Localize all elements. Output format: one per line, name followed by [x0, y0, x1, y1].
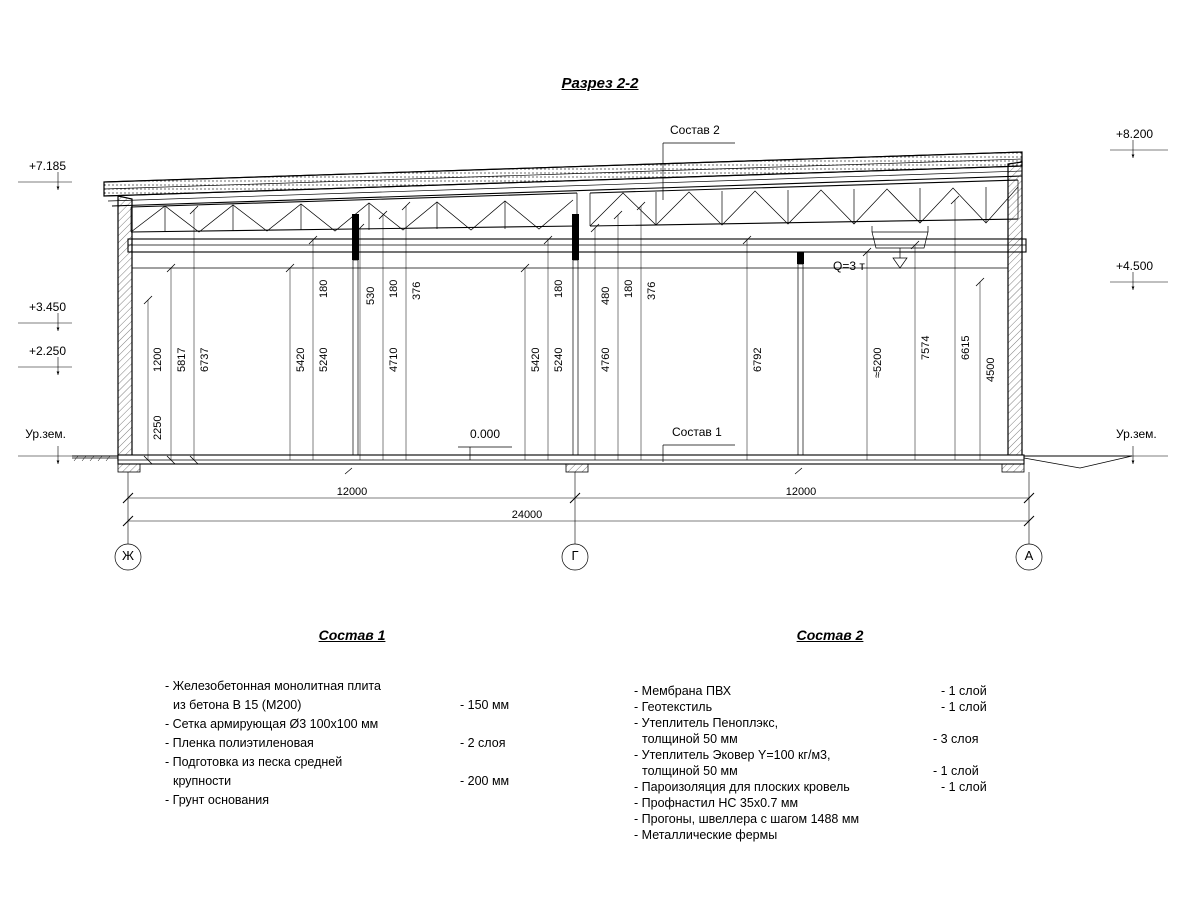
vdim-16: 376: [646, 281, 658, 300]
vdim-14: 480: [600, 286, 612, 305]
spec-1-row-5-text: крупности: [173, 774, 232, 788]
spec-1-row-0-text: - Железобетонная монолитная плита: [165, 679, 381, 693]
floor-level-label: 0.000: [469, 427, 501, 441]
vdim-10: 4710: [388, 347, 400, 372]
vdim-11: 180: [553, 279, 565, 298]
dim-span-right: 12000: [785, 486, 817, 498]
vdim-15: 180: [623, 279, 635, 298]
spec-2-row-9-text: - Металлические фермы: [634, 828, 778, 842]
spec-1-row-2-text: - Сетка армирующая Ø3 100х100 мм: [165, 717, 379, 731]
spec-2-row-5-text: толщиной 50 мм: [642, 764, 738, 778]
spec-1-row-6-text: - Грунт основания: [165, 793, 270, 807]
spec-2-title-wrap: [797, 627, 864, 643]
spec-2-row-4-text: - Утеплитель Эковер Y=100 кг/м3,: [634, 748, 831, 762]
vdim-9: 376: [411, 281, 423, 300]
spec-2-row-7-text: - Профнастил НС 35х0.7 мм: [634, 796, 799, 810]
elevation-markers-right: [1110, 140, 1168, 464]
vdim-20: 7574: [920, 335, 932, 360]
spec-2-title: Состав 2: [796, 627, 864, 643]
spec-2-row-6-text: - Пароизоляция для плоских кровель: [634, 780, 850, 794]
spec-1-row-3-text: - Пленка полиэтиленовая: [165, 736, 314, 750]
elevation-left-1: +3.450: [28, 300, 66, 314]
elevation-right-2: Ур.зем.: [1116, 427, 1157, 441]
vdim-3: 2250: [152, 415, 164, 440]
spec-2-row-2-text: - Утеплитель Пеноплэкс,: [634, 716, 779, 730]
vdim-7: 530: [365, 286, 377, 305]
spec-1-title: Состав 1: [318, 627, 386, 643]
spec-2-row-1-text: - Геотекстиль: [634, 700, 713, 714]
callout-sostav-2: Состав 2: [670, 123, 720, 137]
left-wall: [118, 196, 132, 460]
vdim-5: 5420: [295, 347, 307, 372]
elevation-markers-left: [18, 172, 72, 464]
vdim-2: 6737: [199, 347, 211, 372]
callout-leaders: [458, 143, 735, 462]
spec-1-row-1-text: из бетона В 15 (М200): [173, 698, 302, 712]
spec-1-list: [165, 678, 535, 811]
axis-label-g: Г: [571, 548, 579, 563]
dim-total-span: 24000: [511, 509, 543, 521]
drawing-title: Разрез 2-2: [561, 75, 639, 92]
vdim-22: 4500: [985, 357, 997, 382]
spec-1-row-5-qty: - 200 мм: [460, 774, 510, 788]
vdim-4: 180: [318, 279, 330, 298]
axis-label-a: А: [1024, 548, 1034, 563]
spec-1-row-3-qty: - 2 слоя: [460, 736, 506, 750]
vdim-1: 5817: [176, 347, 188, 372]
spec-2-row-1-qty: - 1 слой: [941, 700, 987, 714]
vdim-0: 1200: [152, 347, 164, 372]
spec-2-row-3-qty: - 3 слоя: [933, 732, 979, 746]
dim-span-left: 12000: [336, 486, 368, 498]
callout-crane-capacity: Q=3 т: [833, 259, 865, 273]
spec-1-title-wrap: [319, 627, 386, 643]
spec-1-row-4-text: - Подготовка из песка средней: [165, 755, 343, 769]
vdim-6: 5240: [318, 347, 330, 372]
elevation-left-0: +7.185: [28, 159, 66, 173]
spec-2-row-5-qty: - 1 слой: [933, 764, 979, 778]
spec-2-list: [634, 683, 1024, 843]
vertical-dimension-lines: [144, 196, 984, 464]
vdim-21: 6615: [960, 335, 972, 360]
vdim-12: 5420: [530, 347, 542, 372]
spec-2-row-6-qty: - 1 слой: [941, 780, 987, 794]
vdim-8: 180: [388, 279, 400, 298]
horizontal-dimension-chain: [123, 472, 1034, 545]
spec-2-row-3-text: толщиной 50 мм: [642, 732, 738, 746]
spec-2-row-8-text: - Прогоны, швеллера с шагом 1488 мм: [634, 812, 860, 826]
elevation-left-2: +2.250: [28, 344, 66, 358]
elevation-right-0: +8.200: [1116, 127, 1154, 141]
vdim-17: 4760: [600, 347, 612, 372]
floor-slab: [72, 455, 1132, 474]
vdim-13: 5240: [553, 347, 565, 372]
spec-2-row-0-qty: - 1 слой: [941, 684, 987, 698]
spec-2-row-0-text: - Мембрана ПВХ: [634, 684, 732, 698]
vdim-19: ≈5200: [872, 347, 884, 378]
roof-assembly: [104, 152, 1022, 206]
right-wall: [1008, 162, 1022, 460]
vdim-18: 6792: [752, 347, 764, 372]
axis-label-zh: Ж: [121, 548, 135, 563]
elevation-right-1: +4.500: [1116, 259, 1154, 273]
callout-sostav-1: Состав 1: [672, 425, 722, 439]
spec-1-row-1-qty: - 150 мм: [460, 698, 510, 712]
elevation-left-3: Ур.зем.: [25, 427, 66, 441]
steel-truss-right: [590, 180, 1018, 226]
